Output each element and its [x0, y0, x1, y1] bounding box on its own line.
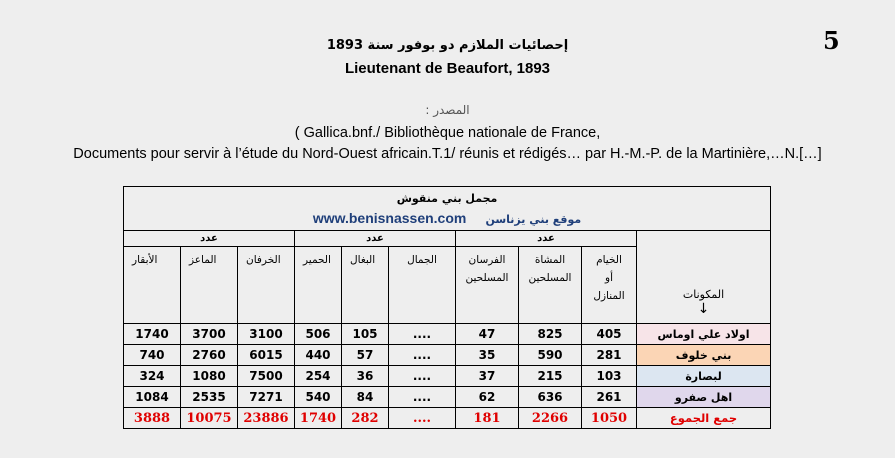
- total-mules: 282: [342, 408, 389, 429]
- cell-component-name: بني خلوف: [637, 345, 771, 366]
- total-donkeys: 1740: [295, 408, 342, 429]
- cell-camels: ....: [389, 324, 456, 345]
- table-caption-cell: [124, 187, 771, 231]
- cell-cavalry: 62: [456, 387, 519, 408]
- cell-cattle: 1740: [124, 324, 181, 345]
- cell-camels: ....: [389, 345, 456, 366]
- total-infantry: 2266: [519, 408, 582, 429]
- total-row: [124, 408, 771, 429]
- title-french: Lieutenant de Beaufort, 1893: [344, 60, 551, 77]
- table-row: [124, 387, 771, 408]
- site-name-arabic: موقع بني يزناسن: [485, 213, 582, 226]
- cell-sheep: 7500: [238, 366, 295, 387]
- group-header-animals: عدد: [295, 231, 456, 247]
- statistics-table: [123, 186, 771, 429]
- total-goats: 10075: [181, 408, 238, 429]
- total-cavalry: 181: [456, 408, 519, 429]
- cell-goats: 1080: [181, 366, 238, 387]
- col-header-infantry: المشاة المسلحين: [519, 247, 582, 324]
- cell-cavalry: 35: [456, 345, 519, 366]
- table-row: [124, 366, 771, 387]
- col-header-cavalry: الفرسان المسلحين: [456, 247, 519, 324]
- total-camels: ....: [389, 408, 456, 429]
- total-cattle: 3888: [124, 408, 181, 429]
- total-sheep: 23886: [238, 408, 295, 429]
- cell-donkeys: 540: [295, 387, 342, 408]
- cell-donkeys: 506: [295, 324, 342, 345]
- total-tents: 1050: [582, 408, 637, 429]
- source-line-2: Documents pour servir à l’étude du Nord-Ouest africain.T.1/ réunis et rédigés… par H.-M.-P. de la Martinière,…N.[…]: [73, 146, 822, 162]
- page-number: 5: [823, 26, 840, 55]
- cell-donkeys: 440: [295, 345, 342, 366]
- cell-cattle: 740: [124, 345, 181, 366]
- cell-cavalry: 37: [456, 366, 519, 387]
- cell-mules: 57: [342, 345, 389, 366]
- cell-goats: 2535: [181, 387, 238, 408]
- cell-camels: ....: [389, 387, 456, 408]
- col-header-tents: الخيام أو المنازل: [582, 247, 637, 324]
- cell-component-name: لبصارة: [637, 366, 771, 387]
- cell-cavalry: 47: [456, 324, 519, 345]
- cell-tents: 103: [582, 366, 637, 387]
- cell-infantry: 825: [519, 324, 582, 345]
- source-line-1: ( Gallica.bnf./ Bibliothèque nationale de France,: [294, 125, 601, 141]
- col-header-cattle: الأبقار: [124, 247, 181, 324]
- cell-component-name: اولاد علي اوماس: [637, 324, 771, 345]
- cell-sheep: 6015: [238, 345, 295, 366]
- cell-cattle: 324: [124, 366, 181, 387]
- components-label: المكونات: [682, 288, 725, 301]
- cell-mules: 84: [342, 387, 389, 408]
- source-label: المصدر :: [425, 103, 470, 117]
- down-arrow-icon: ↓: [697, 301, 710, 317]
- table-caption: مجمل بني منقوش: [396, 192, 498, 205]
- cell-donkeys: 254: [295, 366, 342, 387]
- cell-component-name: اهل صفرو: [637, 387, 771, 408]
- cell-tents: 281: [582, 345, 637, 366]
- table-row: [124, 324, 771, 345]
- title-arabic: إحصائيات الملازم دو بوفور سنة 1893: [326, 38, 569, 53]
- col-header-goats: الماعز: [181, 247, 238, 324]
- cell-goats: 3700: [181, 324, 238, 345]
- site-url-link[interactable]: www.benisnassen.com: [312, 210, 467, 226]
- total-label: جمع الجموع: [637, 408, 771, 429]
- cell-sheep: 3100: [238, 324, 295, 345]
- cell-tents: 261: [582, 387, 637, 408]
- cell-sheep: 7271: [238, 387, 295, 408]
- cell-goats: 2760: [181, 345, 238, 366]
- cell-infantry: 636: [519, 387, 582, 408]
- group-header-livestock: عدد: [124, 231, 295, 247]
- col-header-donkeys: الحمير: [295, 247, 342, 324]
- col-header-sheep: الخرفان: [238, 247, 295, 324]
- group-header-population: عدد: [456, 231, 637, 247]
- cell-mules: 36: [342, 366, 389, 387]
- table-row: [124, 345, 771, 366]
- cell-tents: 405: [582, 324, 637, 345]
- col-header-camels: الجمال: [389, 247, 456, 324]
- cell-mules: 105: [342, 324, 389, 345]
- cell-infantry: 590: [519, 345, 582, 366]
- cell-infantry: 215: [519, 366, 582, 387]
- components-header: [637, 231, 771, 324]
- cell-cattle: 1084: [124, 387, 181, 408]
- cell-camels: ....: [389, 366, 456, 387]
- col-header-mules: البغال: [342, 247, 389, 324]
